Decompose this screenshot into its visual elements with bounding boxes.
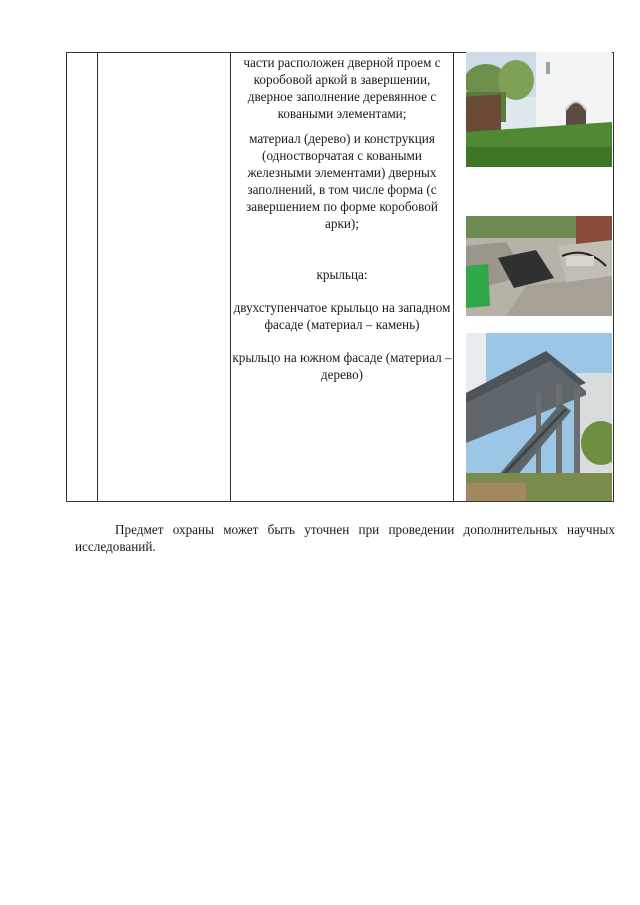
photo-stone-porch-with-hatch [466, 216, 612, 316]
description-paragraph-south-porch: крыльцо на южном фасаде (материал – дерево) [232, 350, 452, 382]
photo-church-wall-with-arched-door [466, 52, 612, 167]
table-description-cell [231, 54, 453, 383]
description-paragraph-door-material: материал (дерево) и конструкция (одностворчатая с коваными железными элементами) дверных заполнений, в том числе форма (с завершением по форме коробовой арки); [246, 131, 438, 231]
protection-note-paragraph: Предмет охраны может быть уточнен при проведении дополнительных научных исследований. [75, 522, 615, 554]
description-heading-porches: крыльца: [316, 267, 368, 282]
description-paragraph-west-porch: двухступенчатое крыльцо на западном фасаде (материал – камень) [233, 300, 451, 332]
table-column-divider-1 [97, 53, 98, 501]
photo-wooden-stair-porch [466, 333, 612, 501]
description-paragraph-doorway: части расположен дверной проем с коробовой аркой в завершении, дверное заполнение деревянное с коваными элементами; [243, 55, 441, 121]
table-column-divider-3 [453, 53, 454, 501]
